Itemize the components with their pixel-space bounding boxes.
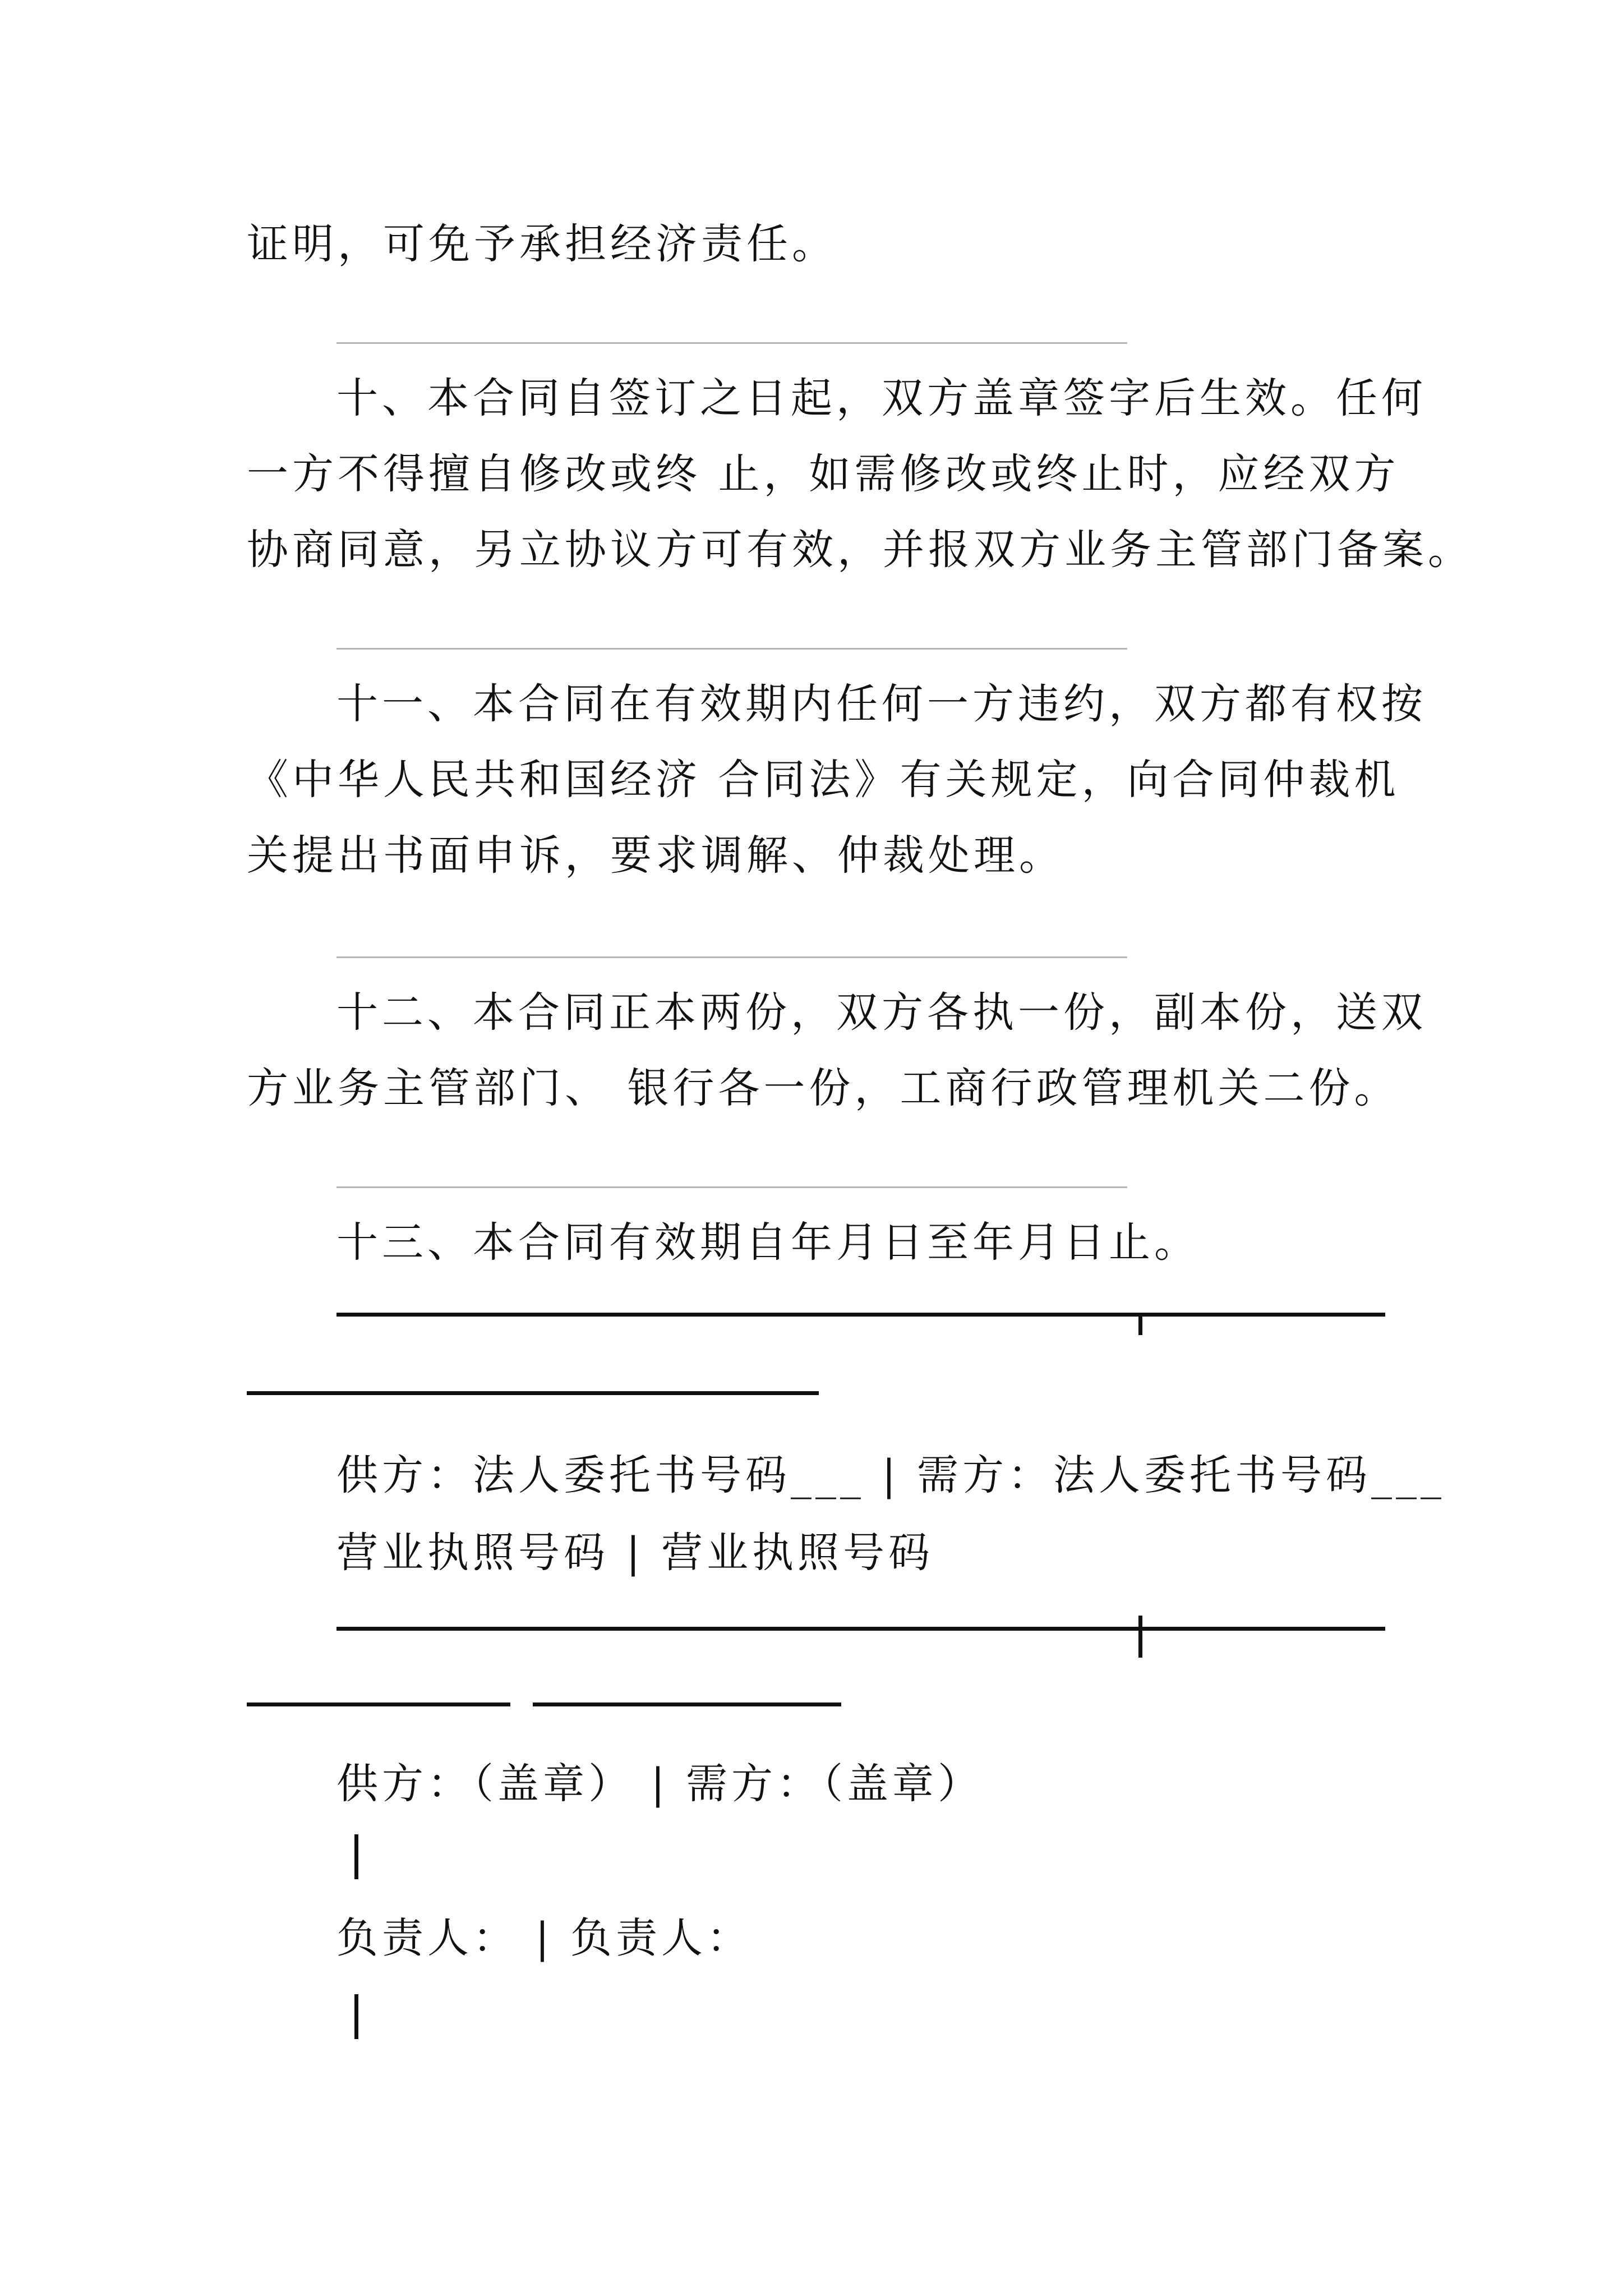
separator-line — [336, 956, 1127, 958]
table-rule — [247, 1703, 510, 1706]
table-rule — [336, 1313, 1385, 1317]
clause-11-line-1: 十一、本合同在有效期内任何一方违约，双方都有权按 — [336, 680, 1427, 728]
table-rule — [247, 1391, 819, 1395]
table-divider — [1138, 1313, 1142, 1335]
clause-10-line-2: 一方不得擅自修改或终 止，如需修改或终止时，应经双方 — [247, 450, 1400, 498]
clause-11-line-2: 《中华人民共和国经济 合同法》有关规定，向合同仲裁机 — [247, 756, 1400, 804]
separator-line — [336, 648, 1127, 650]
clause-9-tail: 证明，可免予承担经济责任。 — [247, 220, 837, 268]
clause-13: 十三、本合同有效期自年月日至年月日止。 — [336, 1218, 1200, 1267]
signature-row-2: 营业执照号码 | 营业执照号码 — [336, 1529, 934, 1577]
clause-11-line-3: 关提出书面申诉，要求调解、仲裁处理。 — [247, 831, 1064, 880]
clause-12-line-1: 十二、本合同正本两份，双方各执一份，副本份，送双 — [336, 988, 1427, 1037]
signature-row-4: 负责人： | 负责人： — [336, 1914, 752, 1962]
separator-line — [336, 342, 1127, 344]
table-rule — [533, 1703, 841, 1706]
table-rule — [336, 1627, 1385, 1631]
clause-10-line-1: 十、本合同自签订之日起，双方盖章签字后生效。任何 — [336, 374, 1427, 422]
signature-row-1: 供方：法人委托书号码___ | 需方：法人委托书号码___ — [336, 1451, 1445, 1499]
table-divider — [1138, 1616, 1142, 1658]
table-divider — [354, 1994, 358, 2039]
clause-10-line-3: 协商同意，另立协议方可有效，并报双方业务主管部门备案。 — [247, 526, 1473, 574]
signature-row-3: 供方：（盖章） | 需方：（盖章） — [336, 1760, 983, 1808]
separator-line — [336, 1186, 1127, 1188]
clause-12-line-2: 方业务主管部门、 银行各一份，工商行政管理机关二份。 — [247, 1064, 1400, 1112]
table-divider — [354, 1834, 358, 1879]
